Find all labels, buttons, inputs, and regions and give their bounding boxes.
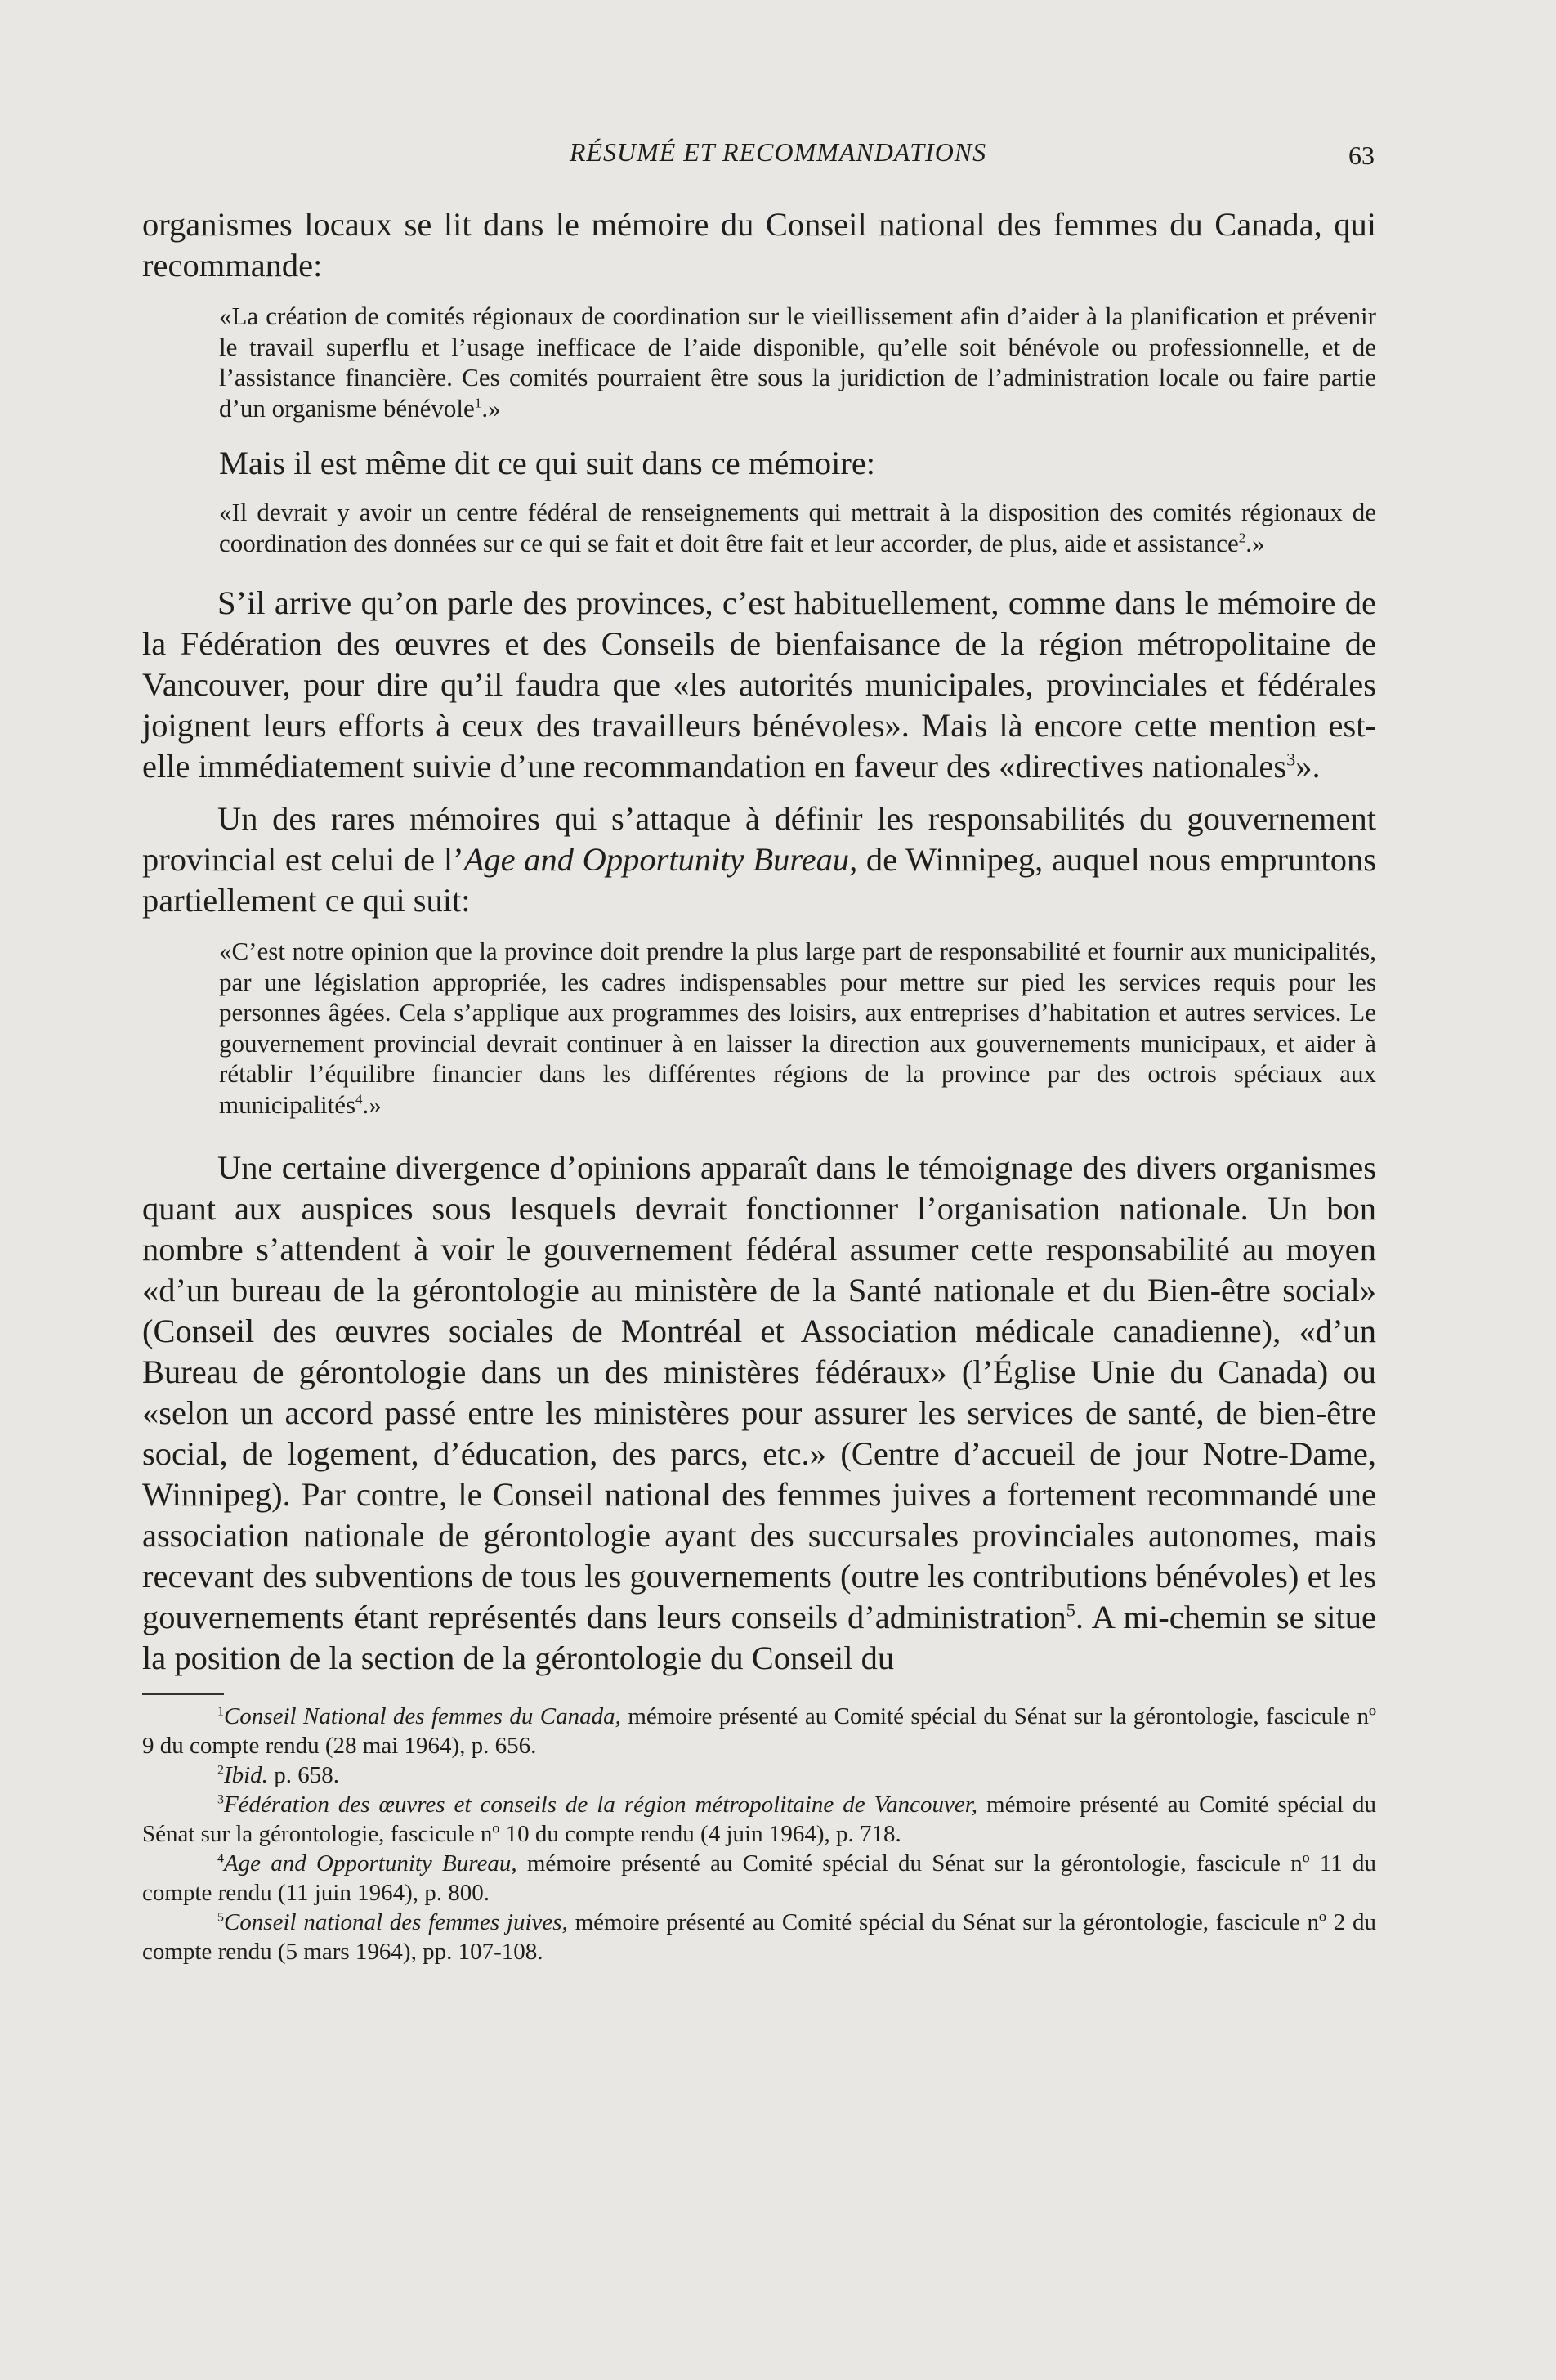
paragraph-4-italic: Age and Opportunity Bureau,: [463, 841, 858, 878]
paragraph-1-text: organismes locaux se lit dans le mémoire du Conseil national des femmes du Canada, qui recommande:: [142, 206, 1376, 284]
footnote-rule: [142, 1693, 224, 1695]
footnote: [142, 1849, 1376, 1908]
paragraph-1: [142, 204, 1376, 286]
paragraph-4-end: de Winnipeg, auquel nous empruntons partiellement ce qui suit:: [142, 841, 1377, 919]
footnote-text: mémoire présenté au Comité spécial du Sénat sur la gérontologie, fascicule nº 2 du compte rendu (5 mars 1964), pp. 107-108.: [142, 1909, 1377, 1965]
quotation-1-close: .»: [481, 393, 501, 423]
quotation-3-close: .»: [362, 1089, 382, 1119]
footnotes: [142, 1702, 1376, 1966]
footnote-marker: 3: [217, 1792, 224, 1807]
footnote-ref-1: 1: [474, 395, 482, 411]
footnote-source: Conseil National des femmes du Canada,: [223, 1703, 621, 1729]
footnote-source: Conseil national des femmes juives,: [223, 1909, 568, 1935]
paragraph-5-text: Une certaine divergence d’opinions apparaît dans le témoignage des divers organismes quant aux auspices sous lesquels devrait fonctionner l’organisation nationale. Un bon nombre s’attendent à voir le gouvernement fédéral assumer cette responsabilité au moyen «d’un bureau de la gérontologie au ministère de la Santé nationale et du Bien-être social» (Conseil des œuvres sociales de Montréal et Association médicale canadienne), «d’un Bureau de gérontologie dans un des ministères fédéraux» (l’Église Unie du Canada) ou «selon un accord passé entre les ministères pour assurer les services de santé, de bien-être social, de logement, d’éducation, des parcs, etc.» (Centre d’accueil de jour Notre-Dame, Winnipeg). Par contre, le Conseil national des femmes juives a fortement recommandé une association nationale de gérontologie ayant des succursales provinciales autonomes, mais recevant des subventions de tous les gouvernements (outre les contributions bénévoles) et les gouvernements étant représentés dans leurs conseils d’administration: [142, 1149, 1376, 1635]
paragraph-4: [142, 799, 1376, 921]
paragraph-3-close: ».: [1295, 748, 1321, 785]
footnote: [142, 1790, 1376, 1849]
paragraph-5-end: . A mi-chemin se situe la position de la section de la gérontologie du Conseil du: [142, 1599, 1376, 1676]
quotation-3-text: «C’est notre opinion que la province doit prendre la plus large part de responsabilité et fournir aux municipalités, par une législation appropriée, les cadres indispensables pour mettre sur pied les services requis pour les personnes âgées. Cela s’applique aux programmes des loisirs, aux entreprises d’habitation et autres services. Le gouvernement provincial devrait continuer à en laisser la direction aux gouvernements municipaux, et aider à rétablir l’équilibre financier dans les différentes régions de la province par des octrois spéciaux aux municipalités: [219, 937, 1376, 1119]
footnote-marker: 2: [217, 1763, 224, 1778]
quotation-2-close: .»: [1245, 528, 1265, 557]
page-body: [142, 204, 1376, 1966]
footnote-text: mémoire présenté au Comité spécial du Sénat sur la gérontologie, fascicule nº 10 du compte rendu (4 juin 1964), p. 718.: [142, 1792, 1376, 1847]
footnote-source: Ibid.: [223, 1762, 268, 1788]
footnote: [142, 1908, 1376, 1966]
footnote-marker: 5: [217, 1910, 224, 1925]
footnote-text: p. 658.: [267, 1762, 339, 1788]
footnote-text: mémoire présenté au Comité spécial du Sénat sur la gérontologie, fascicule nº 9 du compte rendu (28 mai 1964), p. 656.: [142, 1703, 1376, 1759]
paragraph-4-start: Un des rares mémoires qui s’attaque à définir les responsabilités du gouvernement provincial est celui de l’: [142, 800, 1376, 878]
quotation-1-text: «La création de comités régionaux de coordination sur le vieillissement afin d’aider à la planification et prévenir le travail superflu et l’usage inefficace de l’aide disponible, qu’elle soit bénévole ou professionnelle, et de l’assistance financière. Ces comités pourraient être sous la juridiction de l’administration locale ou faire partie d’un organisme bénévole: [219, 302, 1376, 423]
footnote-marker: 1: [217, 1704, 224, 1719]
page-header: [0, 137, 1556, 178]
quotation-1: [142, 301, 1376, 423]
footnote-source: Age and Opportunity Bureau,: [223, 1850, 517, 1877]
footnote-ref-2: 2: [1238, 530, 1246, 546]
footnote: [142, 1760, 1376, 1790]
footnote-ref-3: 3: [1286, 749, 1296, 770]
running-title: RÉSUMÉ ET RECOMMANDATIONS: [569, 137, 987, 167]
page-number: 63: [1348, 141, 1375, 170]
paragraph-3-text: S’il arrive qu’on parle des provinces, c’est habituellement, comme dans le mémoire de la Fédération des œuvres et des Conseils de bienfaisance de la région métropolitaine de Vancouver, pour dire qu’il faudra que «les autorités municipales, provinciales et fédérales joignent leurs efforts à ceux des travailleurs bénévoles». Mais là encore cette mention est-elle immédiatement suivie d’une recommandation en faveur des «directives nationales: [142, 584, 1376, 785]
paragraph-3: [142, 583, 1376, 787]
footnote-source: Fédération des œuvres et conseils de la région métropolitaine de Vancouver,: [223, 1792, 978, 1818]
footnote: [142, 1702, 1376, 1760]
footnote-ref-4: 4: [355, 1091, 363, 1107]
paragraph-5: [142, 1148, 1376, 1679]
quotation-2-text: «Il devrait y avoir un centre fédéral de renseignements qui mettrait à la disposition des comités régionaux de coordination des données sur ce qui se fait et doit être fait et leur accorder, de plus, aide et assistance: [219, 498, 1376, 557]
quotation-3: [142, 936, 1376, 1120]
quotation-2: [142, 497, 1376, 558]
paragraph-2: [219, 443, 1376, 484]
paragraph-2-text: Mais il est même dit ce qui suit dans ce mémoire:: [219, 445, 876, 481]
footnote-ref-5: 5: [1066, 1599, 1075, 1621]
footnote-text: mémoire présenté au Comité spécial du Sénat sur la gérontologie, fascicule nº 11 du compte rendu (11 juin 1964), p. 800.: [142, 1850, 1376, 1906]
footnote-marker: 4: [217, 1851, 224, 1866]
